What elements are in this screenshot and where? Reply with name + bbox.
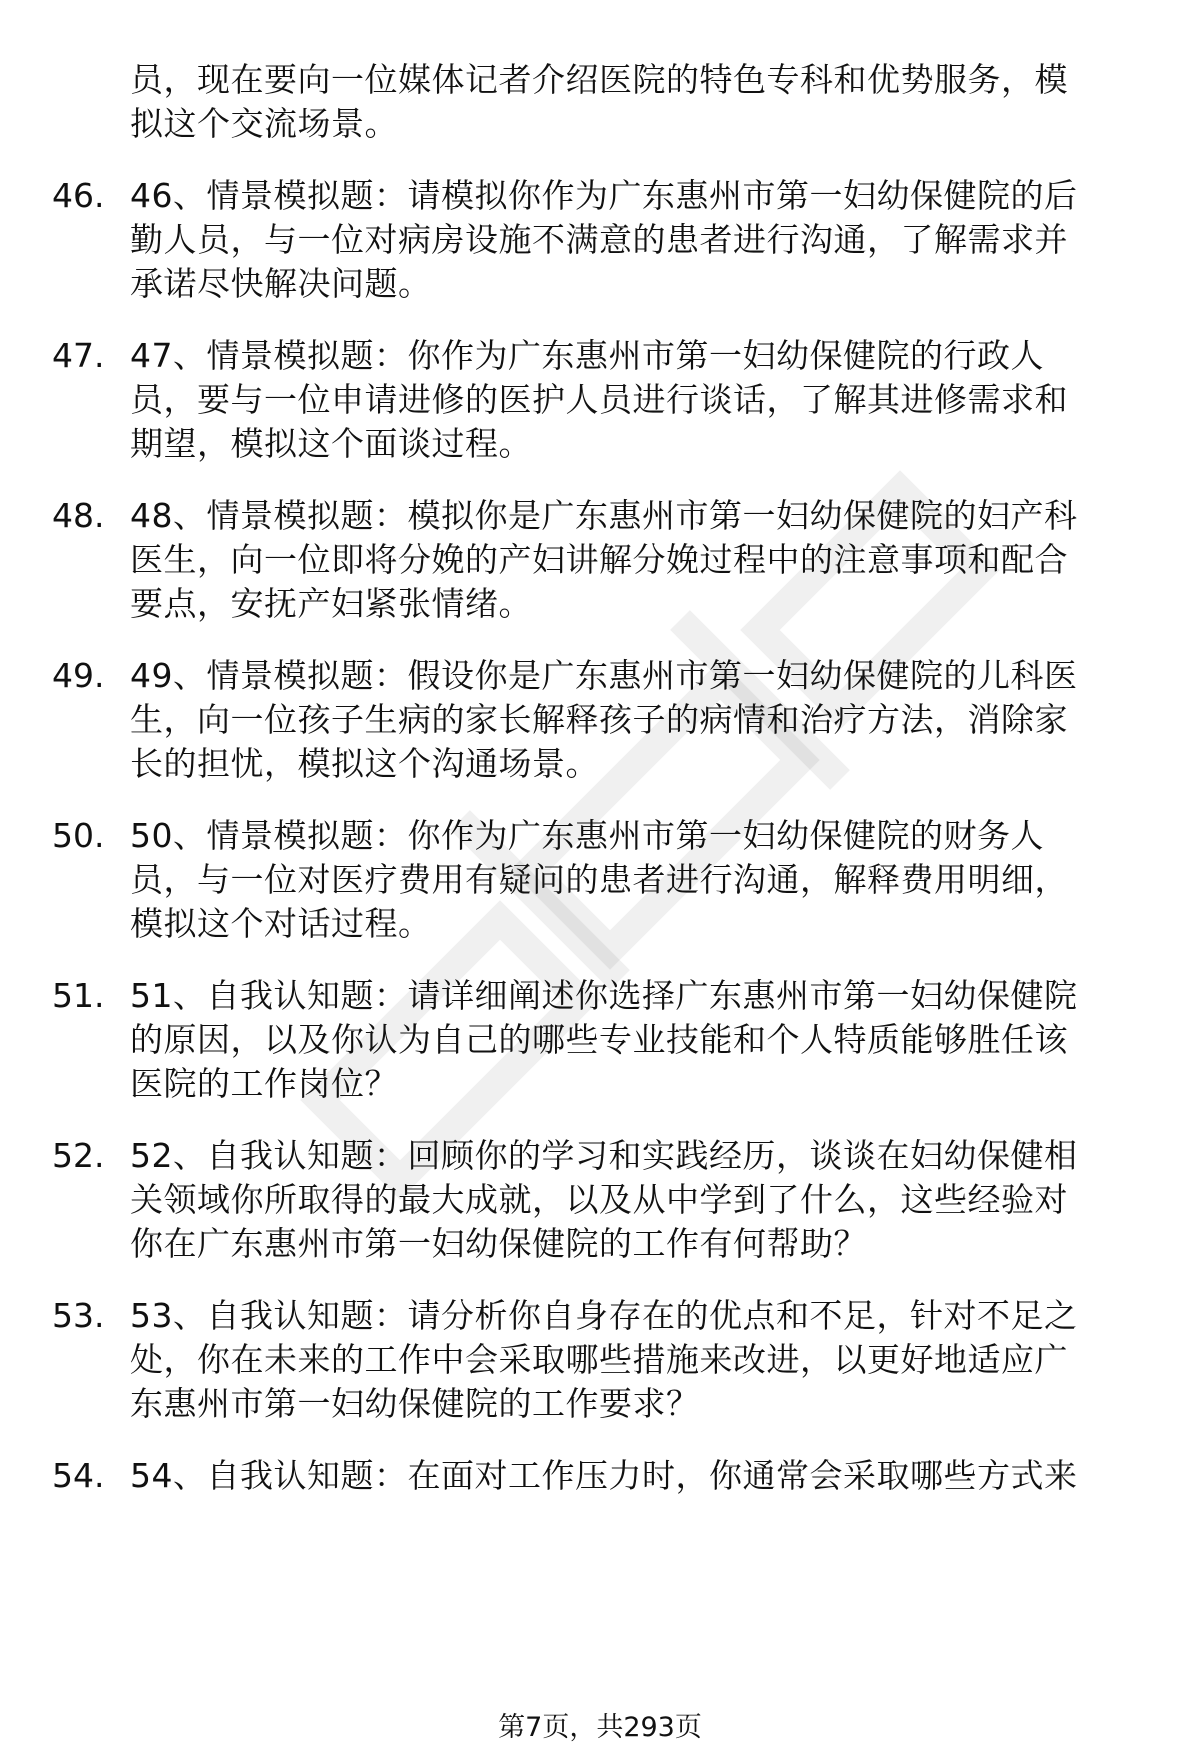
text-line: 46、情景模拟题：请模拟你作为广东惠州市第一妇幼保健院的后: [130, 176, 1078, 215]
item-number: 46.: [52, 176, 105, 215]
text-line: 医院的工作岗位？: [130, 1064, 398, 1103]
text-line: 50、情景模拟题：你作为广东惠州市第一妇幼保健院的财务人: [130, 816, 1044, 855]
item-text: [130, 1294, 1150, 1426]
item-number: 52.: [52, 1136, 105, 1175]
item-number: 51.: [52, 976, 105, 1015]
item-text: [130, 814, 1150, 946]
item-number: 50.: [52, 816, 105, 855]
item-text: [130, 974, 1150, 1106]
item-number: 54.: [52, 1456, 105, 1495]
continuation-text: [130, 58, 1150, 146]
item-number: 47.: [52, 336, 105, 375]
text-line: 拟这个交流场景。: [130, 104, 398, 143]
item-text: [130, 334, 1150, 466]
text-line: 关领域你所取得的最大成就，以及从中学到了什么，这些经验对: [130, 1180, 1068, 1219]
text-line: 长的担忧，模拟这个沟通场景。: [130, 744, 599, 783]
text-line: 员，要与一位申请进修的医护人员进行谈话，了解其进修需求和: [130, 380, 1068, 419]
text-line: 的原因，以及你认为自己的哪些专业技能和个人特质能够胜任该: [130, 1020, 1068, 1059]
item-text: [130, 1454, 1150, 1498]
item-number: 53.: [52, 1296, 105, 1335]
text-line: 53、自我认知题：请分析你自身存在的优点和不足，针对不足之: [130, 1296, 1078, 1335]
text-line: 52、自我认知题：回顾你的学习和实践经历，谈谈在妇幼保健相: [130, 1136, 1078, 1175]
text-line: 51、自我认知题：请详细阐述你选择广东惠州市第一妇幼保健院: [130, 976, 1078, 1015]
text-line: 模拟这个对话过程。: [130, 904, 432, 943]
text-line: 47、情景模拟题：你作为广东惠州市第一妇幼保健院的行政人: [130, 336, 1044, 375]
text-line: 要点，安抚产妇紧张情绪。: [130, 584, 532, 623]
text-line: 承诺尽快解决问题。: [130, 264, 432, 303]
text-line: 医生，向一位即将分娩的产妇讲解分娩过程中的注意事项和配合: [130, 540, 1068, 579]
item-text: [130, 494, 1150, 626]
item-number: 48.: [52, 496, 105, 535]
text-line: 生，向一位孩子生病的家长解释孩子的病情和治疗方法，消除家: [130, 700, 1068, 739]
item-number: 49.: [52, 656, 105, 695]
text-line: 48、情景模拟题：模拟你是广东惠州市第一妇幼保健院的妇产科: [130, 496, 1078, 535]
text-line: 员，现在要向一位媒体记者介绍医院的特色专科和优势服务，模: [130, 60, 1068, 99]
item-text: [130, 1134, 1150, 1266]
text-line: 东惠州市第一妇幼保健院的工作要求？: [130, 1384, 700, 1423]
text-line: 49、情景模拟题：假设你是广东惠州市第一妇幼保健院的儿科医: [130, 656, 1078, 695]
text-line: 勤人员，与一位对病房设施不满意的患者进行沟通，了解需求并: [130, 220, 1068, 259]
item-text: [130, 174, 1150, 306]
page-footer: 第7页，共293页: [498, 1712, 702, 1743]
text-line: 你在广东惠州市第一妇幼保健院的工作有何帮助？: [130, 1224, 867, 1263]
item-text: [130, 654, 1150, 786]
text-line: 期望，模拟这个面谈过程。: [130, 424, 532, 463]
text-line: 处，你在未来的工作中会采取哪些措施来改进，以更好地适应广: [130, 1340, 1068, 1379]
text-line: 员，与一位对医疗费用有疑问的患者进行沟通，解释费用明细，: [130, 860, 1068, 899]
text-line: 54、自我认知题：在面对工作压力时，你通常会采取哪些方式来: [130, 1456, 1078, 1495]
